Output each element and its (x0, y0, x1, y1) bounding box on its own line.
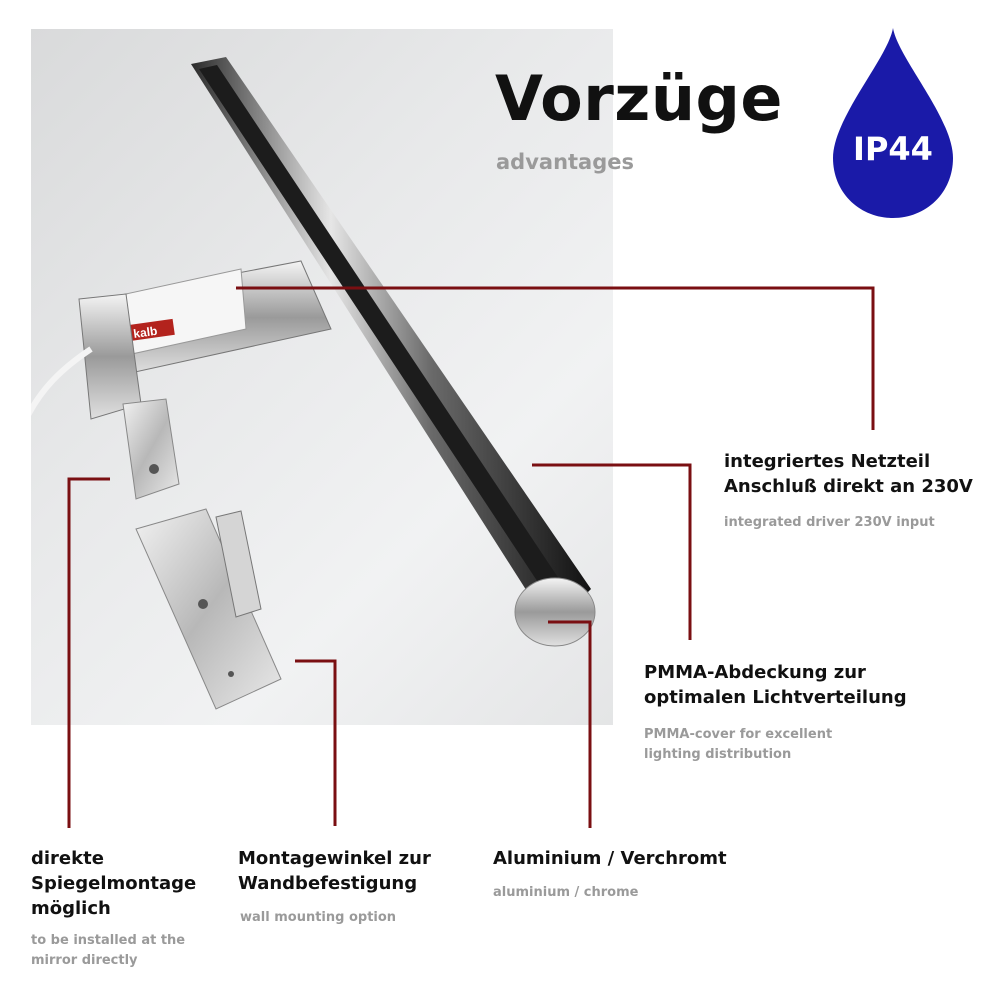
feature-cover-line1: PMMA-Abdeckung zur (644, 662, 866, 683)
feature-cover-subtitle (644, 725, 832, 765)
feature-mirror-title (31, 846, 196, 921)
feature-driver-subtitle: integrated driver 230V input (724, 515, 935, 530)
brand-text: kalb (132, 323, 159, 341)
feature-driver-line2: Anschluß direkt an 230V (724, 476, 973, 497)
feature-cover-title (644, 660, 907, 710)
leader-material (548, 622, 590, 828)
feature-bracket-line2: Wandbefestigung (238, 873, 418, 894)
feature-material-subtitle: aluminium / chrome (493, 885, 639, 900)
feature-material-title: Aluminium / Verchromt (493, 848, 727, 869)
feature-bracket-line1: Montagewinkel zur (238, 848, 431, 869)
page-title: Vorzüge (495, 62, 783, 135)
feature-mirror-en-line2: mirror directly (31, 953, 138, 968)
page-subtitle: advantages (496, 150, 634, 174)
feature-mirror-line3: möglich (31, 898, 111, 919)
leader-cover (532, 465, 690, 640)
feature-mirror-line1: direkte (31, 848, 104, 869)
ip-rating-badge: IP44 (853, 130, 933, 168)
feature-mirror-line2: Spiegelmontage (31, 873, 197, 894)
feature-mirror-en-line1: to be installed at the (31, 933, 186, 948)
feature-bracket-subtitle: wall mounting option (240, 910, 397, 925)
feature-cover-line2: optimalen Lichtverteilung (644, 687, 907, 708)
feature-cover-en-line2: lighting distribution (644, 747, 792, 762)
leader-driver (236, 288, 873, 430)
feature-bracket-title (238, 846, 431, 896)
feature-cover-en-line1: PMMA-cover for excellent (644, 727, 833, 742)
leader-bracket (295, 661, 335, 826)
feature-driver-title (724, 449, 973, 499)
feature-mirror-subtitle (31, 931, 185, 971)
leader-mirror (69, 479, 110, 828)
feature-driver-line1: integriertes Netzteil (724, 451, 931, 472)
